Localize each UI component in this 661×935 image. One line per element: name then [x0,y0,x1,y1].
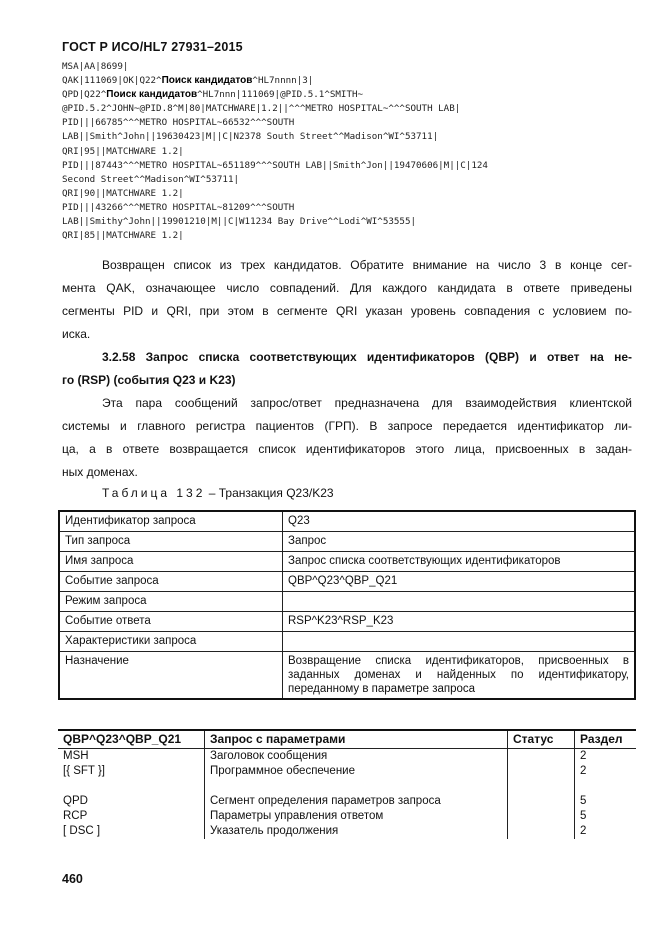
attribute-value: Запрос списка соответствующих идентификаторов [283,551,636,571]
attribute-name: Назначение [59,651,283,699]
status-cell [508,764,575,779]
text-line: сегменты PID и QRI, при этом в сегменте QRI указан уровень совпадения с условием по- [62,304,632,318]
description-cell [205,779,508,794]
transaction-table [58,510,636,700]
message-table-header-row [58,730,636,749]
heading-line: 3.2.58 Запрос списка соответствующих идентификаторов (QBP) и ответ на не- [102,350,632,364]
text-line: системы и главного регистра пациентов (ГРП). В запросе передается идентификатор ли- [62,419,632,433]
code-text: ^HL7nnnn|3| [252,75,314,87]
text-line: ца, а в ответе возвращается список идентификаторов этого лица, присвоенных в задан- [62,442,632,456]
header-description: Запрос с параметрами [205,730,508,749]
standard-header: ГОСТ Р ИСО/HL7 27931–2015 [62,40,243,54]
code-text: QAK|111069|OK|Q22^ [62,75,162,87]
attribute-value [283,631,636,651]
code-line [62,187,488,201]
description-cell: Заголовок сообщения [205,749,508,765]
table-row [58,809,636,824]
table-caption [102,486,334,500]
segment-cell: [ DSC ] [63,825,101,837]
code-text: Second Street^^Madison^WI^53711| [62,173,240,185]
code-text: MSA|AA|8699| [62,61,129,72]
text-line: Возвращен список из трех кандидатов. Обратите внимание на число 3 в конце сег- [102,258,632,272]
code-text: @PID.5.2^JOHN~@PID.8^M|80|MATCHWARE|1.2||^^^METRO HOSPITAL~^^^SOUTH LAB| [62,103,461,115]
status-cell [508,779,575,794]
heading-line: го (RSP) (события Q23 и K23) [62,373,236,387]
header-section: Раздел [575,730,637,749]
code-text: QRI|95||MATCHWARE 1.2| [62,145,184,157]
attribute-name: Характеристики запроса [59,631,283,651]
code-line [62,60,488,74]
table-row [58,794,636,809]
message-structure-table [58,729,636,839]
header-status: Статус [508,730,575,749]
code-text: PID|||87443^^^METRO HOSPITAL~651189^^^SOUTH LAB||Smith^Jon||19470606|M||C|124 [62,159,488,171]
code-line [62,173,488,187]
code-line [62,130,488,144]
section-heading [62,346,632,392]
table-row [59,571,635,591]
code-text: ^HL7nnn|111069|@PID.5.1^SMITH~ [197,89,364,101]
attribute-name: Событие запроса [59,571,283,591]
table-row [58,779,636,794]
attribute-name: Событие ответа [59,611,283,631]
section-cell: 5 [575,794,637,809]
table-row [59,651,635,699]
code-text: QPD|Q22^ [62,89,107,101]
code-line [62,229,488,243]
code-line [62,116,488,130]
status-cell [508,794,575,809]
table-row [58,824,636,839]
description-cell: Указатель продолжения [205,824,508,839]
table-row [59,631,635,651]
section-cell: 2 [575,824,637,839]
code-line [62,201,488,215]
attribute-value: Возвращение списка идентификаторов, присвоенных в заданных доменах и найденных по идентификатору, переданному в параметре запроса [283,651,636,699]
attribute-value: Запрос [283,531,636,551]
table-row [59,611,635,631]
status-cell [508,809,575,824]
page-number: 460 [62,872,83,886]
attribute-value [283,591,636,611]
hl7-message-example [62,60,488,243]
code-line [62,145,488,159]
code-line [62,102,488,116]
code-bold-text: Поиск кандидатов [161,75,253,87]
attribute-name: Идентификатор запроса [59,511,283,531]
code-text: PID|||43266^^^METRO HOSPITAL~81209^^^SOUTH [62,201,295,213]
section-cell: 5 [575,809,637,824]
code-line [62,88,488,102]
segment-cell: RCP [63,810,88,822]
attribute-name: Режим запроса [59,591,283,611]
code-bold-text: Поиск кандидатов [106,89,198,101]
status-cell [508,749,575,765]
attribute-value: Q23 [283,511,636,531]
section-cell [575,779,637,794]
table-caption-text: – Транзакция Q23/K23 [205,486,334,500]
segment-cell: [{ SFT }] [63,765,105,777]
description-cell: Сегмент определения параметров запроса [205,794,508,809]
table-caption-label: Таблица 132 [102,486,206,500]
table-row [59,591,635,611]
segment-cell: QPD [63,795,88,807]
paragraph-description [62,392,632,484]
code-text: QRI|85||MATCHWARE 1.2| [62,230,184,242]
section-cell: 2 [575,749,637,765]
table-row [58,749,636,765]
attribute-name: Имя запроса [59,551,283,571]
header-segment: QBP^Q23^QBP_Q21 [58,730,205,749]
code-line [62,159,488,173]
text-line: иска. [62,327,91,341]
segment-cell [58,779,205,794]
code-line [62,215,488,229]
table-row [59,511,635,531]
attribute-value: QBP^Q23^QBP_Q21 [283,571,636,591]
code-text: QRI|90||MATCHWARE 1.2| [62,187,184,199]
description-cell: Программное обеспечение [205,764,508,779]
text-line: мента QAK, означающее число совпадений. Для каждого кандидата в ответе приведены [62,281,632,295]
code-line [62,74,488,88]
attribute-value: RSP^K23^RSP_K23 [283,611,636,631]
text-line: ных доменах. [62,465,138,479]
table-row [59,531,635,551]
status-cell [508,824,575,839]
code-text: LAB||Smithy^John||19901210|M||C|W11234 Bay Drive^^Lodi^WI^53555| [62,216,417,228]
text-line: Эта пара сообщений запрос/ответ предназначена для взаимодействия клиентской [102,396,632,410]
description-cell: Параметры управления ответом [205,809,508,824]
segment-cell: MSH [63,750,89,762]
code-text: LAB||Smith^John||19630423|M||C|N2378 South Street^^Madison^WI^53711| [62,131,439,143]
code-text: PID|||66785^^^METRO HOSPITAL~66532^^^SOUTH [62,117,295,129]
table-row [58,764,636,779]
paragraph-candidates-note [62,254,632,346]
table-row [59,551,635,571]
section-cell: 2 [575,764,637,779]
attribute-name: Тип запроса [59,531,283,551]
